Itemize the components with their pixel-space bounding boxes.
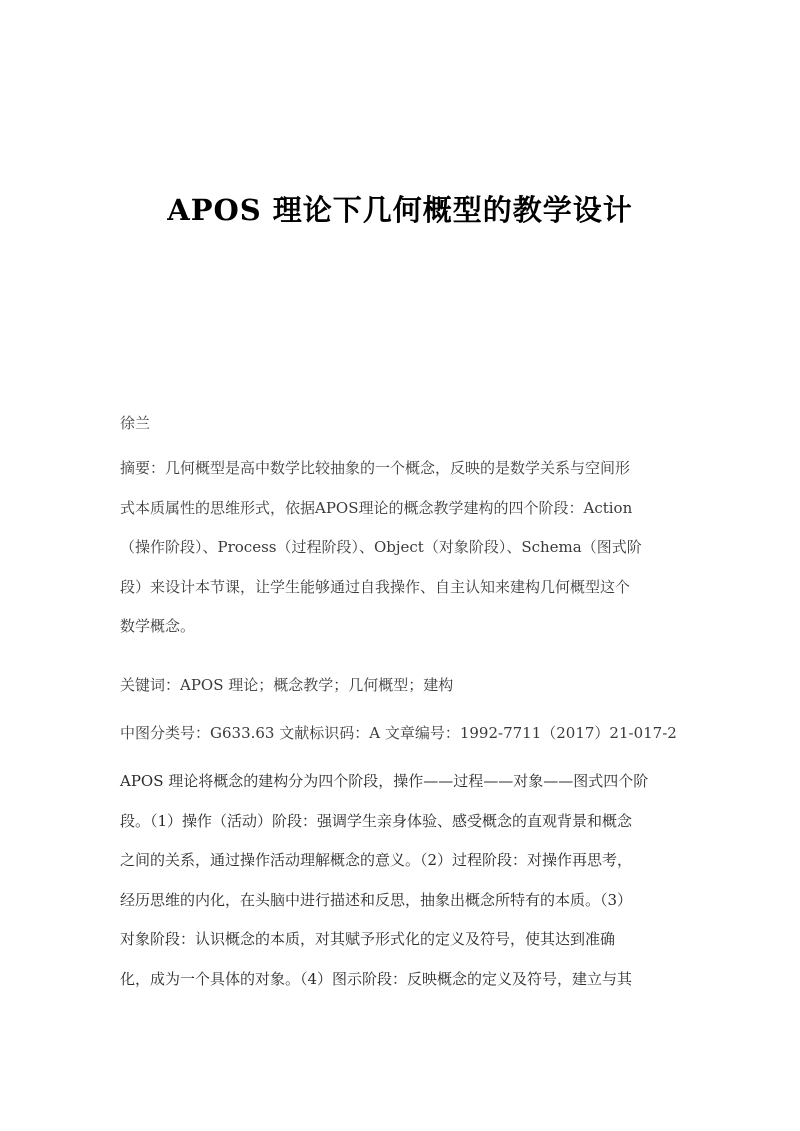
classification-line: 中图分类号：G633.63 文献标识码：A 文章编号：1992-7711（2017）21-017-2 <box>120 724 677 742</box>
body-line: 之间的关系，通过操作活动理解概念的意义。（2）过程阶段：对操作再思考， <box>120 851 633 869</box>
body-line: 对象阶段：认识概念的本质，对其赋予形式化的定义及符号，使其达到准确 <box>120 930 616 948</box>
body-line: 段。（1）操作（活动）阶段：强调学生亲身体验、感受概念的直观背景和概念 <box>120 811 633 830</box>
body-line: 化，成为一个具体的对象。（4）图示阶段：反映概念的定义及符号，建立与其 <box>120 969 633 988</box>
body-line: 经历思维的内化，在头脑中进行描述和反思，抽象出概念所特有的本质。（3） <box>120 890 633 909</box>
body-line: APOS 理论将概念的建构分为四个阶段，操作——过程——对象——图式四个阶 <box>120 772 649 790</box>
abstract-line: 摘要：几何概型是高中数学比较抽象的一个概念，反映的是数学关系与空间形 <box>120 459 631 477</box>
body-paragraph <box>120 762 690 999</box>
abstract-paragraph <box>120 449 680 647</box>
document-title: APOS 理论下几何概型的教学设计 <box>167 193 633 227</box>
author-name: 徐兰 <box>120 414 151 432</box>
keywords-line: 关键词：APOS 理论；概念教学；几何概型；建构 <box>120 676 454 694</box>
abstract-line: 式本质属性的思维形式，依据APOS理论的概念教学建构的四个阶段：Action <box>120 498 633 517</box>
abstract-line: 数学概念。 <box>120 617 196 635</box>
abstract-line: （操作阶段）、Process（过程阶段）、Object（对象阶段）、Schema（图式阶 <box>120 538 642 556</box>
abstract-line: 段）来设计本节课，让学生能够通过自我操作、自主认知来建构几何概型这个 <box>120 577 631 596</box>
